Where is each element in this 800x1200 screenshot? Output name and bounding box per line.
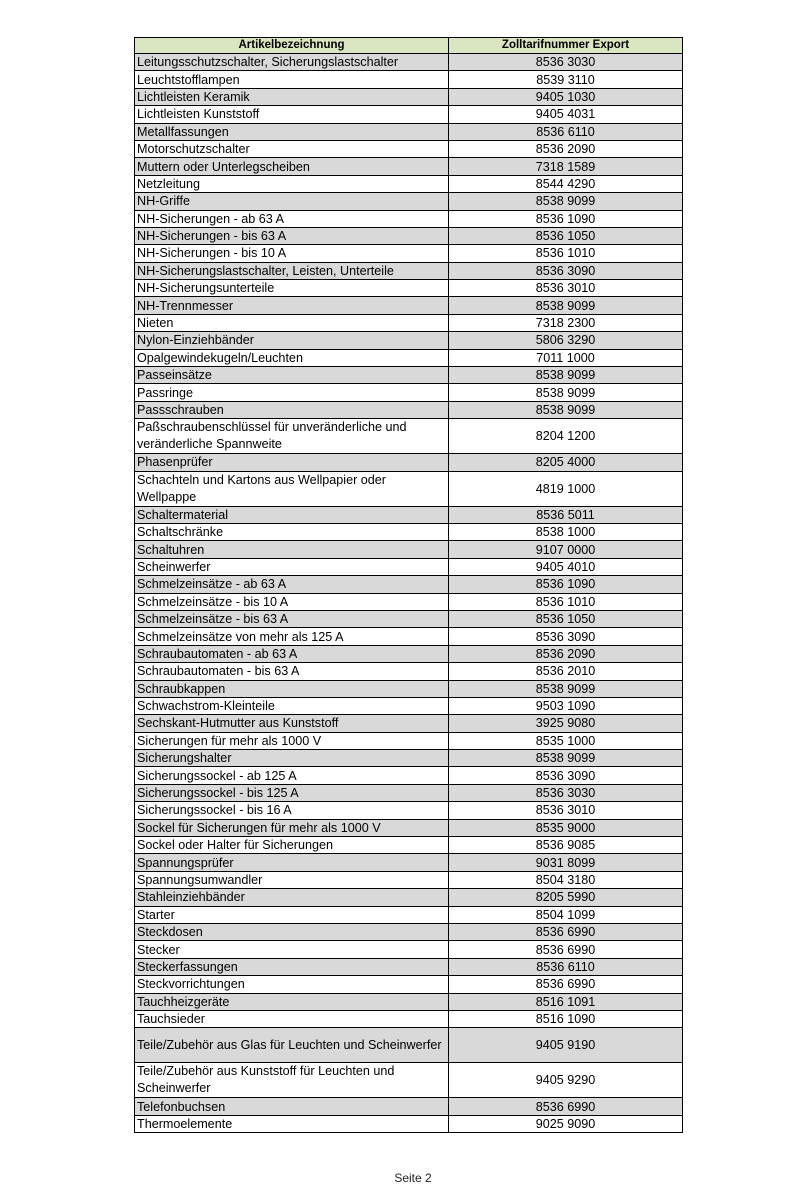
article-name-cell: Schwachstrom-Kleinteile [135,697,449,714]
table-row [135,384,683,401]
article-name-cell: Sicherungshalter [135,750,449,767]
tariff-number-cell: 8536 1050 [449,610,683,627]
tariff-number-cell: 9107 0000 [449,541,683,558]
article-name-cell: Sicherungssockel - bis 16 A [135,802,449,819]
article-name-cell: NH-Sicherungslastschalter, Leisten, Unterteile [135,262,449,279]
article-name-cell: Muttern oder Unterlegscheiben [135,158,449,175]
tariff-number-cell: 8536 3090 [449,262,683,279]
tariff-number-cell: 8538 9099 [449,750,683,767]
article-name-cell: Tauchsieder [135,1010,449,1027]
table-row [135,837,683,854]
table-row [135,506,683,523]
article-name-cell: Opalgewindekugeln/Leuchten [135,349,449,366]
tariff-number-cell: 8536 6990 [449,941,683,958]
table-row [135,314,683,331]
table-row [135,123,683,140]
tariff-number-cell: 8538 9099 [449,297,683,314]
table-row [135,262,683,279]
table-row [135,332,683,349]
tariff-number-cell: 9405 1030 [449,88,683,105]
article-name-cell: Netzleitung [135,175,449,192]
tariff-number-cell: 8536 6990 [449,976,683,993]
article-name-cell: Nieten [135,314,449,331]
article-name-cell: Passeinsätze [135,367,449,384]
table-row [135,663,683,680]
tariff-number-cell: 8536 3010 [449,802,683,819]
table-row [135,784,683,801]
tariff-number-cell: 8536 1010 [449,593,683,610]
page-number: Seite 2 [394,1171,432,1185]
table-row [135,71,683,88]
table-row [135,958,683,975]
article-name-cell: Sicherungssockel - bis 125 A [135,784,449,801]
column-header-article: Artikelbezeichnung [135,38,449,54]
table-row [135,541,683,558]
article-name-cell: Schaltuhren [135,541,449,558]
tariff-number-cell: 7318 1589 [449,158,683,175]
table-row [135,732,683,749]
tariff-number-cell: 8538 9099 [449,367,683,384]
tariff-number-cell: 8205 4000 [449,454,683,471]
tariff-number-cell: 4819 1000 [449,471,683,506]
article-name-cell: Sockel für Sicherungen für mehr als 1000 V [135,819,449,836]
article-name-cell: Metallfassungen [135,123,449,140]
table-row [135,88,683,105]
table-row [135,750,683,767]
tariff-number-cell: 8535 9000 [449,819,683,836]
table-header-row [135,38,683,54]
table-row [135,645,683,662]
tariff-number-cell: 8536 3030 [449,54,683,71]
table-row [135,401,683,418]
table-row [135,54,683,71]
article-name-cell: NH-Sicherungen - bis 63 A [135,227,449,244]
table-row [135,297,683,314]
table-row [135,1098,683,1115]
table-row [135,106,683,123]
tariff-number-cell: 8539 3110 [449,71,683,88]
table-row [135,593,683,610]
table-row [135,976,683,993]
tariff-table [134,37,683,1133]
table-row [135,471,683,506]
tariff-number-cell: 8204 1200 [449,419,683,454]
tariff-number-cell: 7318 2300 [449,314,683,331]
article-name-cell: NH-Trennmesser [135,297,449,314]
tariff-number-cell: 8538 9099 [449,193,683,210]
table-row [135,158,683,175]
tariff-number-cell: 8205 5990 [449,889,683,906]
column-header-tariff-number: Zolltarifnummer Export [449,38,683,54]
tariff-number-cell: 8536 6110 [449,958,683,975]
article-name-cell: NH-Sicherungsunterteile [135,280,449,297]
article-name-cell: Spannungsprüfer [135,854,449,871]
tariff-number-cell: 9405 9190 [449,1028,683,1063]
article-name-cell: Steckdosen [135,923,449,940]
tariff-number-cell: 8538 9099 [449,680,683,697]
table-row [135,523,683,540]
table-row [135,349,683,366]
article-name-cell: Leitungsschutzschalter, Sicherungslastschalter [135,54,449,71]
table-row [135,210,683,227]
tariff-number-cell: 8504 1099 [449,906,683,923]
article-name-cell: Leuchtstofflampen [135,71,449,88]
tariff-number-cell: 8516 1090 [449,1010,683,1027]
tariff-number-cell: 8536 2090 [449,645,683,662]
article-name-cell: Scheinwerfer [135,558,449,575]
table-row [135,680,683,697]
article-name-cell: Sechskant-Hutmutter aus Kunststoff [135,715,449,732]
table-row [135,610,683,627]
table-row [135,854,683,871]
tariff-number-cell: 8536 1010 [449,245,683,262]
article-name-cell: Lichtleisten Keramik [135,88,449,105]
tariff-number-cell: 8516 1091 [449,993,683,1010]
article-name-cell: Passringe [135,384,449,401]
article-name-cell: Schraubkappen [135,680,449,697]
table-row [135,419,683,454]
tariff-number-cell: 9503 1090 [449,697,683,714]
article-name-cell: Tauchheizgeräte [135,993,449,1010]
tariff-number-cell: 7011 1000 [449,349,683,366]
tariff-number-cell: 8536 2090 [449,140,683,157]
tariff-number-cell: 8538 9099 [449,384,683,401]
article-name-cell: Stahleinziehbänder [135,889,449,906]
article-name-cell: Schmelzeinsätze - ab 63 A [135,576,449,593]
article-name-cell: Steckerfassungen [135,958,449,975]
tariff-number-cell: 8536 1050 [449,227,683,244]
table-row [135,280,683,297]
article-name-cell: Telefonbuchsen [135,1098,449,1115]
tariff-number-cell: 8538 1000 [449,523,683,540]
article-name-cell: Schmelzeinsätze von mehr als 125 A [135,628,449,645]
table-row [135,140,683,157]
table-row [135,454,683,471]
article-name-cell: NH-Sicherungen - bis 10 A [135,245,449,262]
tariff-number-cell: 8535 1000 [449,732,683,749]
table-row [135,1063,683,1098]
tariff-number-cell: 8536 6990 [449,923,683,940]
table-row [135,628,683,645]
article-name-cell: Schaltermaterial [135,506,449,523]
table-row [135,923,683,940]
table-row [135,245,683,262]
tariff-number-cell: 8536 9085 [449,837,683,854]
table-row [135,576,683,593]
tariff-number-cell: 9031 8099 [449,854,683,871]
article-name-cell: Sicherungssockel - ab 125 A [135,767,449,784]
article-name-cell: Schraubautomaten - ab 63 A [135,645,449,662]
tariff-number-cell: 8536 6990 [449,1098,683,1115]
tariff-number-cell: 8536 1090 [449,210,683,227]
article-name-cell: Teile/Zubehör aus Kunststoff für Leuchten und Scheinwerfer [135,1063,449,1098]
tariff-number-cell: 8538 9099 [449,401,683,418]
table-row [135,1028,683,1063]
tariff-number-cell: 8536 3010 [449,280,683,297]
table-row [135,871,683,888]
tariff-number-cell: 8544 4290 [449,175,683,192]
table-row [135,802,683,819]
article-name-cell: Schmelzeinsätze - bis 10 A [135,593,449,610]
tariff-number-cell: 8536 2010 [449,663,683,680]
table-row [135,993,683,1010]
tariff-number-cell: 9405 4010 [449,558,683,575]
tariff-number-cell: 8536 3090 [449,628,683,645]
tariff-number-cell: 9405 4031 [449,106,683,123]
table-row [135,175,683,192]
table-row [135,697,683,714]
article-name-cell: Sockel oder Halter für Sicherungen [135,837,449,854]
article-name-cell: NH-Griffe [135,193,449,210]
tariff-number-cell: 3925 9080 [449,715,683,732]
article-name-cell: Spannungsumwandler [135,871,449,888]
article-name-cell: Nylon-Einziehbänder [135,332,449,349]
article-name-cell: Passschrauben [135,401,449,418]
table-row [135,367,683,384]
article-name-cell: Phasenprüfer [135,454,449,471]
article-name-cell: Schaltschränke [135,523,449,540]
table-row [135,767,683,784]
table-row [135,227,683,244]
tariff-number-cell: 8504 3180 [449,871,683,888]
tariff-number-cell: 8536 1090 [449,576,683,593]
table-row [135,1115,683,1132]
article-name-cell: Steckvorrichtungen [135,976,449,993]
article-name-cell: Schraubautomaten - bis 63 A [135,663,449,680]
table-row [135,1010,683,1027]
tariff-number-cell: 9405 9290 [449,1063,683,1098]
table-row [135,906,683,923]
article-name-cell: Teile/Zubehör aus Glas für Leuchten und Scheinwerfer [135,1028,449,1063]
article-name-cell: Motorschutzschalter [135,140,449,157]
article-name-cell: Paßschraubenschlüssel für unveränderliche und veränderliche Spannweite [135,419,449,454]
tariff-number-cell: 8536 3090 [449,767,683,784]
tariff-number-cell: 5806 3290 [449,332,683,349]
article-name-cell: Stecker [135,941,449,958]
table-row [135,889,683,906]
table-row [135,819,683,836]
tariff-number-cell: 8536 3030 [449,784,683,801]
article-name-cell: Lichtleisten Kunststoff [135,106,449,123]
article-name-cell: NH-Sicherungen - ab 63 A [135,210,449,227]
article-name-cell: Sicherungen für mehr als 1000 V [135,732,449,749]
article-name-cell: Schachteln und Kartons aus Wellpapier oder Wellpappe [135,471,449,506]
article-name-cell: Schmelzeinsätze - bis 63 A [135,610,449,627]
table-body [135,54,683,1133]
table-row [135,715,683,732]
tariff-number-cell: 9025 9090 [449,1115,683,1132]
tariff-number-cell: 8536 6110 [449,123,683,140]
table-row [135,558,683,575]
tariff-number-cell: 8536 5011 [449,506,683,523]
article-name-cell: Starter [135,906,449,923]
article-name-cell: Thermoelemente [135,1115,449,1132]
table-row [135,193,683,210]
table-row [135,941,683,958]
